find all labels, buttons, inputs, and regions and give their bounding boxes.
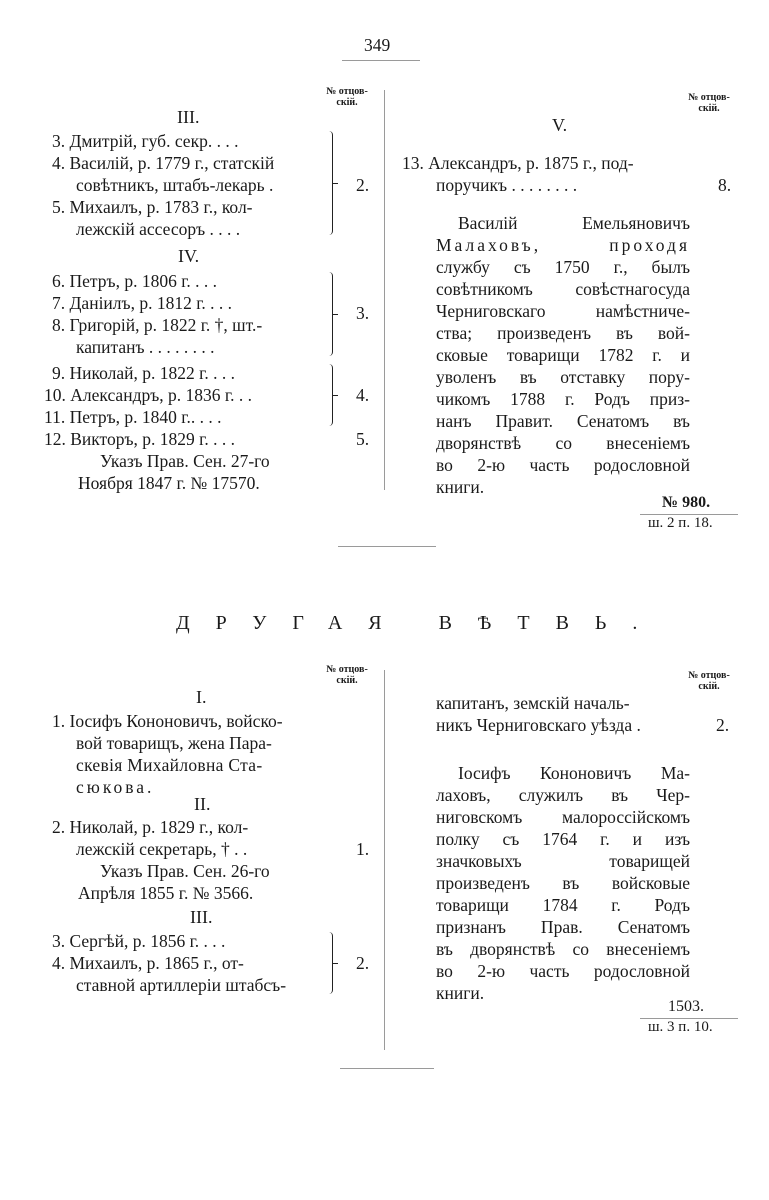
entry-4: 4. Василій, р. 1779 г., статскій — [52, 153, 275, 173]
entry-3: 3. Дмитрій, губ. секр. . . . — [52, 131, 239, 151]
entry-4b-cont-2: капитанъ, земскій началь- — [436, 693, 630, 713]
header-line-2: скій. — [336, 97, 358, 108]
bio-line: Василій Емельяновичъ — [458, 213, 690, 233]
header-line-1: № отцов- — [326, 664, 368, 675]
fathers-13: 8. — [718, 175, 732, 195]
decree-line-2: Ноября 1847 г. № 17570. — [78, 473, 260, 493]
column-divider-bottom — [384, 670, 385, 1050]
bio-line: книги. — [436, 983, 485, 1003]
record-number: № 980. — [662, 494, 711, 511]
generation-3-heading: III. — [177, 107, 200, 127]
column-divider-top — [384, 90, 385, 490]
entry-1-cont: скевія Михайловна Ста- — [76, 755, 263, 775]
bio-line: значковыхъ товарищей — [436, 851, 690, 871]
bio-line: уволенъ въ отставку пору- — [436, 367, 690, 387]
bio-line: во 2-ю часть родословной — [436, 455, 690, 475]
entry-13: 13. Александръ, р. 1875 г., под- — [402, 153, 634, 173]
bio-line: во 2-ю часть родословной — [436, 961, 690, 981]
bio-line: чикомъ 1788 г. Родъ приз- — [436, 389, 690, 409]
entry-4b-cont-3: никъ Черниговскаго уѣзда . — [436, 715, 641, 735]
header-line-1: № отцов- — [688, 92, 730, 103]
entry-9: 9. Николай, р. 1822 г. . . . — [52, 363, 235, 383]
header-line-1: № отцов- — [688, 670, 730, 681]
record-number-b: 1503. — [668, 998, 704, 1015]
generation-4-heading: IV. — [178, 246, 200, 266]
entry-6: 6. Петръ, р. 1806 г. . . . — [52, 271, 218, 291]
bio-line: нанъ Правит. Сенатомъ въ — [436, 411, 690, 431]
fathers-9-11: 4. — [356, 385, 370, 405]
entry-2-cont: лежскій секретарь, † . . — [76, 839, 248, 859]
header-line-2: скій. — [698, 103, 720, 114]
entry-1-cont: сюкова. — [76, 777, 155, 797]
bio-line: совѣтникомъ совѣстнагосуда — [436, 279, 690, 299]
entry-10: 10. Александръ, р. 1836 г. . . — [44, 385, 252, 405]
generation-1-heading: I. — [196, 687, 207, 707]
section-separator-bottom — [340, 1068, 434, 1069]
bio-line: книги. — [436, 477, 485, 497]
generation-5-heading: V. — [552, 115, 568, 135]
decree-line-1: Указъ Прав. Сен. 27-го — [100, 451, 270, 471]
page-number: 349 — [364, 35, 391, 55]
entry-1: 1. Іосифъ Кононовичъ, войско- — [52, 711, 283, 731]
entry-8-cont: капитанъ . . . . . . . . — [76, 337, 215, 357]
section-title: ДРУГАЯ ВѢТВЬ. — [176, 612, 664, 634]
entry-5-cont: лежскій ассесоръ . . . . — [76, 219, 241, 239]
entry-13-cont: поручикъ . . . . . . . . — [436, 175, 578, 195]
bio-line: службу съ 1750 г., былъ — [436, 257, 690, 277]
bio-line: дворянствѣ со внесеніемъ — [436, 433, 690, 453]
entry-8: 8. Григорій, р. 1822 г. †, шт.- — [52, 315, 263, 335]
bio-line: ства; произведенъ въ вой- — [436, 323, 690, 343]
fathers-12: 5. — [356, 429, 370, 449]
bio-line: произведенъ въ войсковые — [436, 873, 690, 893]
bio-line: лаховъ, служилъ въ Чер- — [436, 785, 690, 805]
fathers-column-header — [322, 86, 372, 108]
bio-line: полку съ 1764 г. и изъ — [436, 829, 690, 849]
header-line-1: № отцов- — [326, 86, 368, 97]
bio-line: признанъ Прав. Сенатомъ — [436, 917, 690, 937]
fathers-column-header-bottom — [322, 664, 372, 686]
fathers-column-header-right — [684, 92, 734, 114]
biography-vasily — [436, 212, 690, 498]
decree-line-1: Указъ Прав. Сен. 26-го — [100, 861, 270, 881]
entry-2: 2. Николай, р. 1829 г., кол- — [52, 817, 249, 837]
bio-line: товарищи 1784 г. Родъ — [436, 895, 690, 915]
fathers-3-4: 2. — [356, 953, 370, 973]
bio-line: Малаховъ, проходя — [436, 235, 690, 255]
fathers-2: 1. — [356, 839, 370, 859]
generation-3-heading-b: III. — [190, 907, 213, 927]
decree-line-2: Апрѣля 1855 г. № 3566. — [78, 883, 254, 903]
brace-6-8 — [326, 272, 333, 356]
entry-5: 5. Михаилъ, р. 1783 г., кол- — [52, 197, 253, 217]
brace-3-4 — [326, 932, 333, 994]
entry-11: 11. Петръ, р. 1840 г.. . . . — [44, 407, 222, 427]
record-location: ш. 2 п. 18. — [648, 515, 713, 531]
record-location-b: ш. 3 п. 10. — [648, 1019, 713, 1035]
header-line-2: скій. — [336, 675, 358, 686]
brace-3-5 — [326, 131, 333, 235]
header-line-2: скій. — [698, 681, 720, 692]
page-number-rule — [342, 60, 420, 61]
section-separator-top — [338, 546, 436, 547]
fathers-6-8: 3. — [356, 303, 370, 323]
fathers-cont: 2. — [716, 715, 730, 735]
fathers-column-header-bottom-right — [684, 670, 734, 692]
generation-2-heading: II. — [194, 794, 211, 814]
entry-12: 12. Викторъ, р. 1829 г. . . . — [44, 429, 235, 449]
brace-9-11 — [326, 364, 333, 426]
bio-line: ниговскомъ малороссійскомъ — [436, 807, 690, 827]
bio-line: сковые товарищи 1782 г. и — [436, 345, 690, 365]
bio-line: Черниговскаго намѣстниче- — [436, 301, 690, 321]
entry-4b-cont: ставной артиллеріи штабсъ- — [76, 975, 287, 995]
fathers-3-5: 2. — [356, 175, 370, 195]
bio-line: въ дворянствѣ со внесеніемъ — [436, 939, 690, 959]
biography-iosif — [436, 762, 690, 1004]
entry-3b: 3. Сергѣй, р. 1856 г. . . . — [52, 931, 226, 951]
entry-7: 7. Даніилъ, р. 1812 г. . . . — [52, 293, 233, 313]
bio-line: Іосифъ Кононовичъ Ма- — [458, 763, 690, 783]
entry-4b: 4. Михаилъ, р. 1865 г., от- — [52, 953, 244, 973]
entry-1-cont: вой товарищъ, жена Пара- — [76, 733, 272, 753]
entry-4-cont: совѣтникъ, штабъ-лекарь . — [76, 175, 274, 195]
